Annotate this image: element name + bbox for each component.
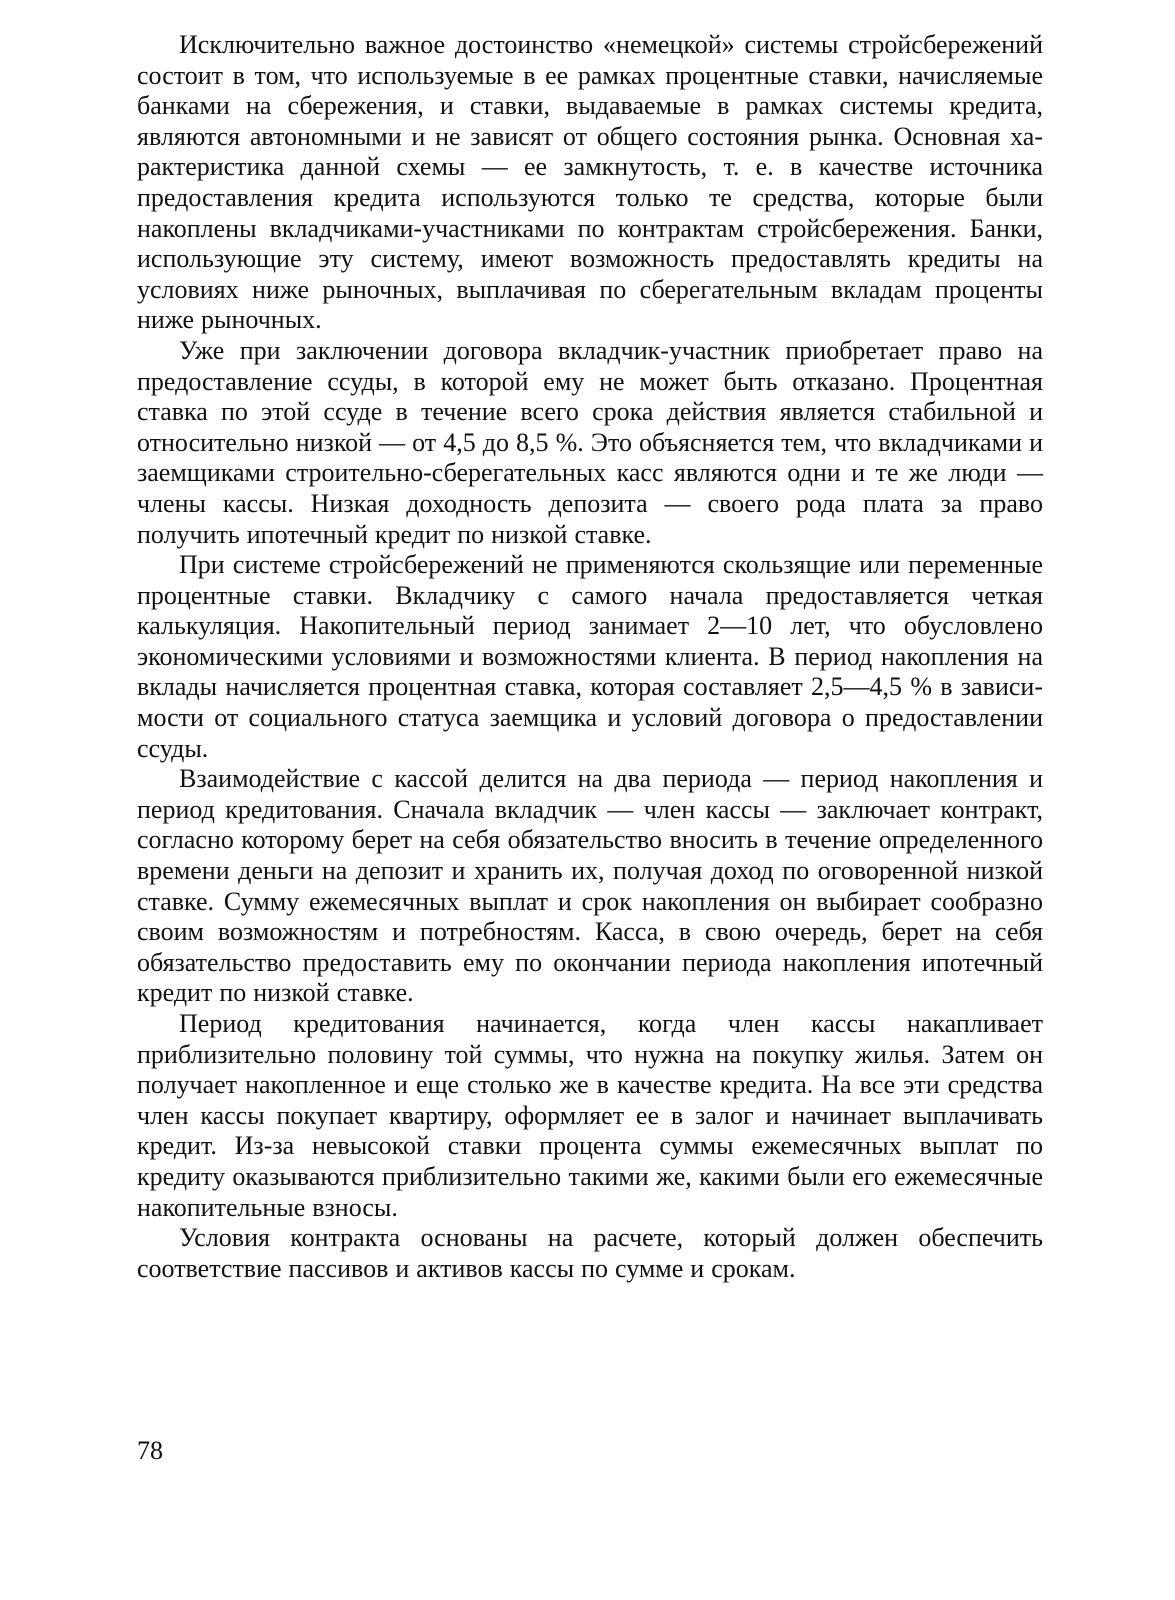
paragraph-5: Период кредитования начинается, когда член кассы накапливает приблизительно половину той суммы, что нужна на покупку жилья. Затем он получает накопленное и еще столько же в качестве кредита. На все эти средства член кассы покупает квартиру, оформляет ее в залог и начинает выплачивать кредит. Из-за невысокой ставки процента суммы ежемесячных выплат по кредиту оказываются приблизительно такими же, какими были его ежемесячные накопительные взносы. [137,1009,1043,1222]
paragraph-2: Уже при заключении договора вкладчик-участник приобретает право на предоставление ссуды, в которой ему не может быть отказано. Процентная ставка по этой ссуде в течение всего срока действия является стабильной и относительно низкой — от 4,5 до 8,5 %. Это объясняется тем, что вкладчиками и заемщиками строительно-сберегательных касс являются одни и те же люди — члены кассы. Низкая доходность депозита — своего рода плата за право получить ипотечный кредит по низкой ставке. [137,335,1043,549]
paragraph-3: При системе стройсбережений не применяются скользящие или переменные процентные ставки. Вкладчику с самого начала предоставляется четкая калькуляция. Накопительный период занимает 2—10 лет, что обусловлено экономическими условиями и возможностями клиента. В период накопления на вклады начисляется процентная ставка, которая составляет 2,5—4,5 % в зависимости от социального статуса заемщика и условий договора о предоставлении ссуды. [137,550,1043,763]
paragraph-6: Условия контракта основаны на расчете, который должен обеспечить соответствие пассивов и активов кассы по сумме и срокам. [137,1223,1043,1283]
paragraph-4: Взаимодействие с кассой делится на два периода — период накопления и период кредитования. Сначала вкладчик — член кассы — заключает контракт, согласно которому берет на себя обязательство вносить в течение определенного времени деньги на депозит и хранить их, получая доход по оговоренной низкой ставке. Сумму ежемесячных выплат и срок накопления он выбирает сообразно своим возможностям и потребностям. Касса, в свою очередь, берет на себя обязательство предоставить ему по окончании периода накопления ипотечный кредит по низкой ставке. [137,764,1043,1008]
page-body [137,30,1043,1284]
page-number: 78 [137,1436,163,1465]
paragraph-1: Исключительно важное достоинство «немецкой» системы стройсбережений состоит в том, что используемые в ее рамках процентные ставки, начисляемые банками на сбережения, и ставки, выдаваемые в рамках системы кредита, являются автономными и не зависят от общего состояния рынка. Основная характеристика данной схемы — ее замкнутость, т. е. в качестве источника предоставления кредита используются только те средства, которые были накоплены вкладчиками-участниками по контрактам стройсбережения. Банки, использующие эту систему, имеют возможность предоставлять кредиты на условиях ниже рыночных, выплачивая по сберегательным вкладам проценты ниже рыночных. [137,30,1043,335]
